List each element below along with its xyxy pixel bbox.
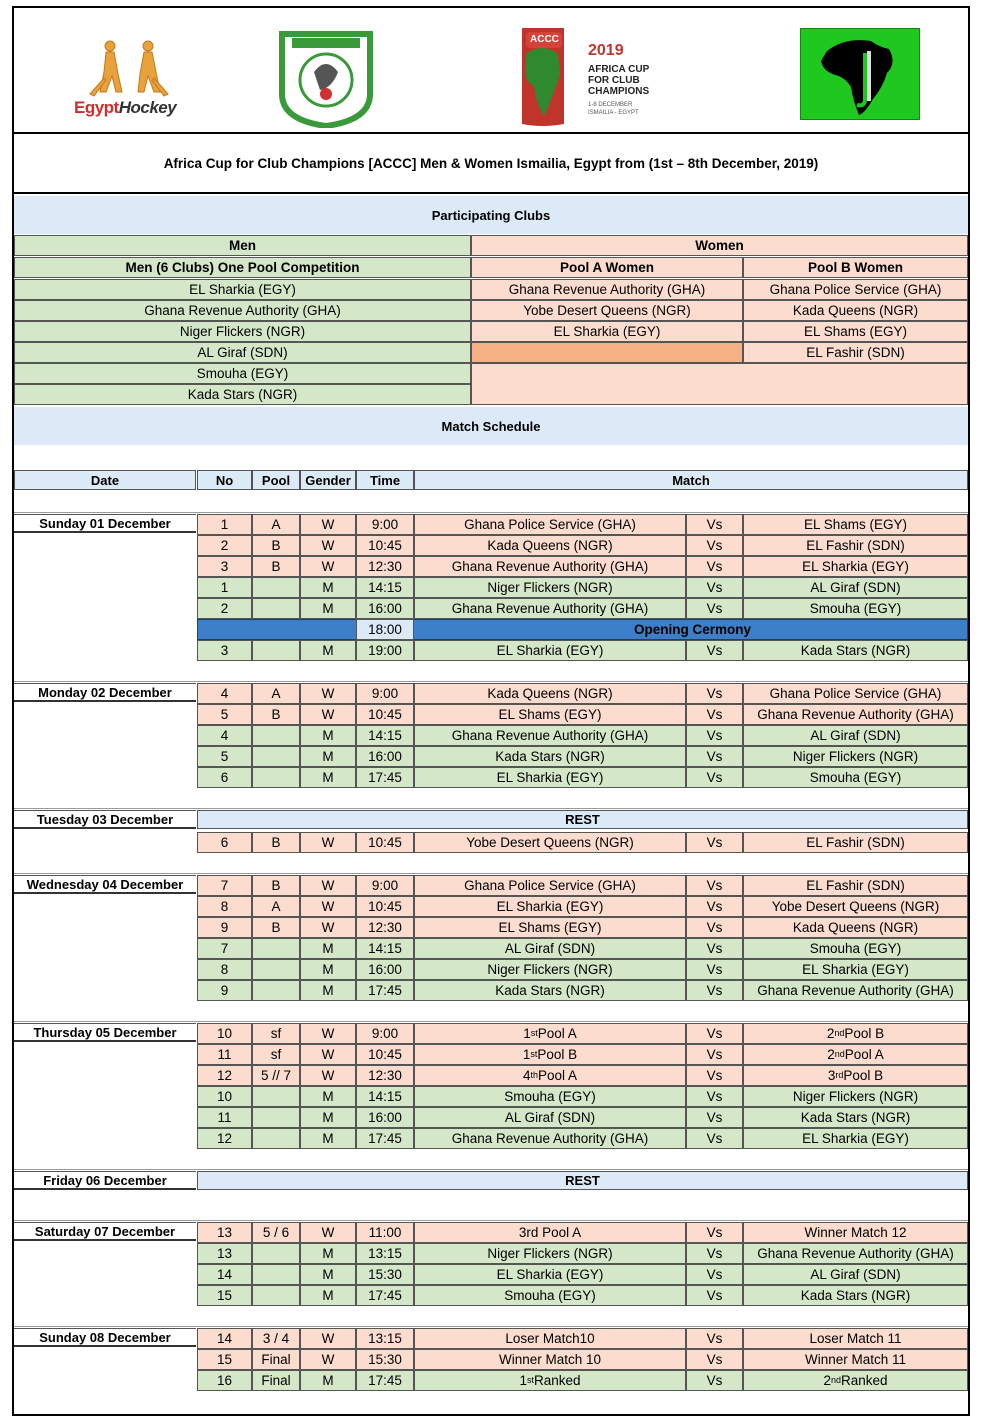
match-pool: B: [252, 875, 300, 896]
match-time: 11:00: [356, 1222, 414, 1243]
match-schedule-heading: Match Schedule: [14, 407, 968, 445]
versus-label: Vs: [686, 1086, 743, 1107]
men-club: Kada Stars (NGR): [14, 384, 471, 405]
match-gender: M: [300, 746, 356, 767]
match-no: 10: [197, 1023, 252, 1044]
away-team: Kada Stars (NGR): [743, 1285, 968, 1306]
match-pool: B: [252, 535, 300, 556]
match-time: 13:15: [356, 1243, 414, 1264]
col-time: Time: [356, 470, 414, 490]
men-club: AL Giraf (SDN): [14, 342, 471, 363]
away-team: EL Sharkia (EGY): [743, 556, 968, 577]
match-no: 11: [197, 1044, 252, 1065]
match-time: 12:30: [356, 556, 414, 577]
home-team: AL Giraf (SDN): [414, 1107, 686, 1128]
away-team: EL Fashir (SDN): [743, 832, 968, 853]
away-team: Kada Stars (NGR): [743, 1107, 968, 1128]
away-team: EL Shams (EGY): [743, 514, 968, 535]
match-time: 17:45: [356, 1128, 414, 1149]
away-team: Kada Stars (NGR): [743, 640, 968, 661]
versus-label: Vs: [686, 746, 743, 767]
match-time: 16:00: [356, 746, 414, 767]
versus-label: Vs: [686, 577, 743, 598]
match-no: 8: [197, 896, 252, 917]
match-pool: Final: [252, 1370, 300, 1391]
accc-city: ISMAILIA - EGYPT: [588, 110, 639, 116]
versus-label: Vs: [686, 1285, 743, 1306]
day-label: Saturday 07 December: [14, 1222, 196, 1241]
match-gender: M: [300, 1107, 356, 1128]
match-no: 15: [197, 1285, 252, 1306]
match-pool: [252, 577, 300, 598]
match-gender: M: [300, 938, 356, 959]
match-no: 2: [197, 535, 252, 556]
versus-label: Vs: [686, 896, 743, 917]
match-pool: [252, 1086, 300, 1107]
opening-ceremony-label: Opening Cermony: [634, 622, 752, 637]
accc-dates: 1-8 DECEMBER: [588, 102, 633, 108]
match-gender: M: [300, 725, 356, 746]
match-time: 17:45: [356, 1285, 414, 1306]
home-team: Ghana Police Service (GHA): [414, 875, 686, 896]
accc-line1: AFRICA CUP: [588, 64, 650, 75]
match-pool: B: [252, 917, 300, 938]
versus-label: Vs: [686, 875, 743, 896]
match-pool: [252, 725, 300, 746]
match-no: 4: [197, 725, 252, 746]
away-team: Smouha (EGY): [743, 598, 968, 619]
match-no: 7: [197, 938, 252, 959]
match-no: 16: [197, 1370, 252, 1391]
match-gender: M: [300, 767, 356, 788]
match-pool: [252, 1128, 300, 1149]
accc-line3: CHAMPIONS: [588, 86, 650, 97]
day-separator: [14, 681, 968, 682]
match-pool: B: [252, 556, 300, 577]
match-gender: W: [300, 832, 356, 853]
match-gender: W: [300, 1065, 356, 1086]
match-time: 15:30: [356, 1264, 414, 1285]
accc-2019-logo: [512, 24, 662, 128]
pool-b-club: Ghana Police Service (GHA): [743, 279, 968, 300]
match-gender: M: [300, 1086, 356, 1107]
col-date: Date: [14, 470, 196, 490]
page-title: Africa Cup for Club Champions [ACCC] Men & Women Ismailia, Egypt from (1st – 8th December, 2019): [12, 134, 970, 194]
match-no: 4: [197, 683, 252, 704]
versus-label: Vs: [686, 917, 743, 938]
pool-a-club: Ghana Revenue Authority (GHA): [471, 279, 743, 300]
match-pool: Final: [252, 1349, 300, 1370]
match-pool: B: [252, 704, 300, 725]
match-pool: [252, 746, 300, 767]
home-team: 1 $^{st}$ Pool B: [414, 1044, 686, 1065]
away-team: 2 $^{nd}$ Pool A: [743, 1044, 968, 1065]
match-time: 15:30: [356, 1349, 414, 1370]
versus-label: Vs: [686, 1222, 743, 1243]
home-team: Winner Match 10: [414, 1349, 686, 1370]
match-pool: 5 // 7: [252, 1065, 300, 1086]
match-no: 12: [197, 1128, 252, 1149]
match-no: 14: [197, 1328, 252, 1349]
match-gender: W: [300, 875, 356, 896]
women-empty-area: [471, 363, 968, 405]
match-pool: [252, 959, 300, 980]
women-heading: Women: [471, 235, 968, 256]
match-gender: W: [300, 514, 356, 535]
match-no: 1: [197, 514, 252, 535]
match-pool: [252, 640, 300, 661]
versus-label: Vs: [686, 535, 743, 556]
pool-a-club: Yobe Desert Queens (NGR): [471, 300, 743, 321]
home-team: Kada Stars (NGR): [414, 980, 686, 1001]
home-team: EL Shams (EGY): [414, 917, 686, 938]
versus-label: Vs: [686, 598, 743, 619]
match-gender: M: [300, 1370, 356, 1391]
match-pool: sf: [252, 1044, 300, 1065]
away-team: 3 $^{rd}$ Pool B: [743, 1065, 968, 1086]
match-no: 5: [197, 704, 252, 725]
day-separator: [14, 873, 968, 874]
match-gender: W: [300, 1023, 356, 1044]
day-label: Sunday 08 December: [14, 1328, 196, 1347]
match-gender: M: [300, 1128, 356, 1149]
match-pool: [252, 1107, 300, 1128]
col-match: Match: [414, 470, 968, 490]
match-time: 12:30: [356, 917, 414, 938]
away-team: Ghana Revenue Authority (GHA): [743, 980, 968, 1001]
away-team: EL Fashir (SDN): [743, 875, 968, 896]
match-no: 12: [197, 1065, 252, 1086]
match-pool: [252, 1264, 300, 1285]
match-time: 17:45: [356, 1370, 414, 1391]
match-gender: W: [300, 704, 356, 725]
match-no: 9: [197, 917, 252, 938]
away-team: Ghana Revenue Authority (GHA): [743, 704, 968, 725]
match-gender: W: [300, 556, 356, 577]
versus-label: Vs: [686, 1243, 743, 1264]
men-club: Smouha (EGY): [14, 363, 471, 384]
match-gender: W: [300, 683, 356, 704]
match-time: 9:00: [356, 1023, 414, 1044]
match-pool: 5 / 6: [252, 1222, 300, 1243]
match-no: 11: [197, 1107, 252, 1128]
versus-label: Vs: [686, 725, 743, 746]
versus-label: Vs: [686, 514, 743, 535]
match-pool: A: [252, 514, 300, 535]
home-team: EL Sharkia (EGY): [414, 640, 686, 661]
home-team: Niger Flickers (NGR): [414, 959, 686, 980]
match-no: 10: [197, 1086, 252, 1107]
versus-label: Vs: [686, 959, 743, 980]
match-no: 9: [197, 980, 252, 1001]
match-gender: W: [300, 535, 356, 556]
men-club: Niger Flickers (NGR): [14, 321, 471, 342]
match-pool: [252, 1285, 300, 1306]
match-time: 9:00: [356, 683, 414, 704]
home-team: Kada Stars (NGR): [414, 746, 686, 767]
match-time: 10:45: [356, 535, 414, 556]
match-no: 8: [197, 959, 252, 980]
match-pool: [252, 980, 300, 1001]
match-gender: M: [300, 1264, 356, 1285]
match-gender: W: [300, 1044, 356, 1065]
match-gender: W: [300, 917, 356, 938]
match-time: 17:45: [356, 767, 414, 788]
match-gender: M: [300, 980, 356, 1001]
home-team: AL Giraf (SDN): [414, 938, 686, 959]
versus-label: Vs: [686, 1128, 743, 1149]
match-pool: 3 / 4: [252, 1328, 300, 1349]
day-separator: [14, 808, 968, 809]
match-no: 14: [197, 1264, 252, 1285]
sharkia-club-logo: [274, 28, 378, 128]
versus-label: Vs: [686, 1328, 743, 1349]
home-team: EL Sharkia (EGY): [414, 1264, 686, 1285]
versus-label: Vs: [686, 980, 743, 1001]
away-team: 2 $^{nd}$ Ranked: [743, 1370, 968, 1391]
match-no: 2: [197, 598, 252, 619]
match-pool: A: [252, 896, 300, 917]
away-team: Niger Flickers (NGR): [743, 746, 968, 767]
match-pool: [252, 767, 300, 788]
match-time: 14:15: [356, 938, 414, 959]
day-separator: [14, 1169, 968, 1170]
away-team: EL Fashir (SDN): [743, 535, 968, 556]
col-pool: Pool: [252, 470, 300, 490]
pool-b-club: EL Fashir (SDN): [743, 342, 968, 363]
match-gender: M: [300, 959, 356, 980]
match-gender: W: [300, 1328, 356, 1349]
versus-label: Vs: [686, 1065, 743, 1086]
home-team: 4 $^{th}$ Pool A: [414, 1065, 686, 1086]
match-pool: B: [252, 832, 300, 853]
home-team: Kada Queens (NGR): [414, 535, 686, 556]
home-team: Ghana Revenue Authority (GHA): [414, 1128, 686, 1149]
pool-a-empty-slot: [471, 342, 743, 363]
day-label: Thursday 05 December: [14, 1023, 196, 1042]
ceremony-bar: [197, 619, 968, 640]
home-team: Smouha (EGY): [414, 1285, 686, 1306]
men-subheading: Men (6 Clubs) One Pool Competition: [14, 257, 471, 278]
home-team: Ghana Revenue Authority (GHA): [414, 598, 686, 619]
home-team: EL Shams (EGY): [414, 704, 686, 725]
versus-label: Vs: [686, 938, 743, 959]
versus-label: Vs: [686, 1023, 743, 1044]
versus-label: Vs: [686, 704, 743, 725]
away-team: Smouha (EGY): [743, 938, 968, 959]
match-gender: M: [300, 1285, 356, 1306]
match-time: 16:00: [356, 959, 414, 980]
match-no: 3: [197, 556, 252, 577]
pool-b-club: EL Shams (EGY): [743, 321, 968, 342]
away-team: Ghana Police Service (GHA): [743, 683, 968, 704]
away-team: Yobe Desert Queens (NGR): [743, 896, 968, 917]
match-time: 14:15: [356, 577, 414, 598]
home-team: EL Sharkia (EGY): [414, 896, 686, 917]
match-time: 10:45: [356, 1044, 414, 1065]
home-team: Kada Queens (NGR): [414, 683, 686, 704]
match-no: 13: [197, 1243, 252, 1264]
logo-banner: [12, 6, 970, 134]
match-time: 17:45: [356, 980, 414, 1001]
home-team: Smouha (EGY): [414, 1086, 686, 1107]
home-team: 1 $^{st}$ Pool A: [414, 1023, 686, 1044]
away-team: Kada Queens (NGR): [743, 917, 968, 938]
pool-a-heading: Pool A Women: [471, 257, 743, 278]
men-club: EL Sharkia (EGY): [14, 279, 471, 300]
day-separator: [14, 512, 968, 513]
match-no: 6: [197, 832, 252, 853]
rest-banner: REST: [197, 1171, 968, 1190]
versus-label: Vs: [686, 556, 743, 577]
match-pool: sf: [252, 1023, 300, 1044]
versus-label: Vs: [686, 683, 743, 704]
rest-banner: REST: [197, 810, 968, 829]
home-team: Niger Flickers (NGR): [414, 577, 686, 598]
accc-line2: FOR CLUB: [588, 75, 640, 86]
match-no: 3: [197, 640, 252, 661]
home-team: Niger Flickers (NGR): [414, 1243, 686, 1264]
match-no: 7: [197, 875, 252, 896]
day-label: Friday 06 December: [14, 1171, 196, 1190]
match-gender: W: [300, 896, 356, 917]
match-no: 5: [197, 746, 252, 767]
home-team: Loser Match10: [414, 1328, 686, 1349]
col-gender: Gender: [300, 470, 356, 490]
participating-clubs-heading: Participating Clubs: [14, 196, 968, 234]
match-no: 6: [197, 767, 252, 788]
day-separator: [14, 1220, 968, 1221]
match-pool: [252, 1243, 300, 1264]
accc-year: 2019: [588, 42, 624, 59]
col-no: No: [197, 470, 252, 490]
versus-label: Vs: [686, 1044, 743, 1065]
match-time: 10:45: [356, 832, 414, 853]
match-time: 16:00: [356, 598, 414, 619]
match-time: 9:00: [356, 875, 414, 896]
match-time: 14:15: [356, 1086, 414, 1107]
match-gender: W: [300, 1349, 356, 1370]
day-label: Tuesday 03 December: [14, 810, 196, 829]
versus-label: Vs: [686, 1349, 743, 1370]
away-team: Niger Flickers (NGR): [743, 1086, 968, 1107]
match-no: 15: [197, 1349, 252, 1370]
home-team: 3rd Pool A: [414, 1222, 686, 1243]
match-no: 1: [197, 577, 252, 598]
away-team: Ghana Revenue Authority (GHA): [743, 1243, 968, 1264]
day-separator: [14, 1021, 968, 1022]
men-club: Ghana Revenue Authority (GHA): [14, 300, 471, 321]
away-team: Winner Match 11: [743, 1349, 968, 1370]
match-gender: M: [300, 577, 356, 598]
versus-label: Vs: [686, 640, 743, 661]
match-time: 16:00: [356, 1107, 414, 1128]
home-team: Yobe Desert Queens (NGR): [414, 832, 686, 853]
ceremony-time: 18:00: [356, 619, 414, 640]
away-team: AL Giraf (SDN): [743, 577, 968, 598]
match-time: 9:00: [356, 514, 414, 535]
versus-label: Vs: [686, 1370, 743, 1391]
home-team: Ghana Revenue Authority (GHA): [414, 556, 686, 577]
away-team: AL Giraf (SDN): [743, 1264, 968, 1285]
day-label: Sunday 01 December: [14, 514, 196, 533]
away-team: EL Sharkia (EGY): [743, 1128, 968, 1149]
egypt-hockey-logo: [70, 34, 190, 124]
accc-badge-label: ACCC: [530, 34, 559, 45]
match-gender: M: [300, 640, 356, 661]
versus-label: Vs: [686, 1107, 743, 1128]
men-heading: Men: [14, 235, 471, 256]
pool-a-club: EL Sharkia (EGY): [471, 321, 743, 342]
pool-b-club: Kada Queens (NGR): [743, 300, 968, 321]
away-team: Loser Match 11: [743, 1328, 968, 1349]
match-time: 13:15: [356, 1328, 414, 1349]
match-time: 10:45: [356, 704, 414, 725]
home-team: EL Sharkia (EGY): [414, 767, 686, 788]
versus-label: Vs: [686, 767, 743, 788]
match-time: 14:15: [356, 725, 414, 746]
away-team: Winner Match 12: [743, 1222, 968, 1243]
day-separator: [14, 1326, 968, 1327]
day-label: Monday 02 December: [14, 683, 196, 702]
away-team: Smouha (EGY): [743, 767, 968, 788]
away-team: 2 $^{nd}$ Pool B: [743, 1023, 968, 1044]
match-gender: W: [300, 1222, 356, 1243]
egypt-hockey-wordmark: EgyptHockey: [74, 98, 177, 117]
match-pool: [252, 598, 300, 619]
day-label: Wednesday 04 December: [14, 875, 196, 894]
match-pool: [252, 938, 300, 959]
match-time: 12:30: [356, 1065, 414, 1086]
match-pool: A: [252, 683, 300, 704]
away-team: AL Giraf (SDN): [743, 725, 968, 746]
home-team: Ghana Revenue Authority (GHA): [414, 725, 686, 746]
match-time: 10:45: [356, 896, 414, 917]
match-no: 13: [197, 1222, 252, 1243]
home-team: 1 $^{st}$ Ranked: [414, 1370, 686, 1391]
versus-label: Vs: [686, 832, 743, 853]
match-time: 19:00: [356, 640, 414, 661]
african-hockey-logo: [800, 28, 920, 120]
home-team: Ghana Police Service (GHA): [414, 514, 686, 535]
match-gender: M: [300, 598, 356, 619]
versus-label: Vs: [686, 1264, 743, 1285]
away-team: EL Sharkia (EGY): [743, 959, 968, 980]
pool-b-heading: Pool B Women: [743, 257, 968, 278]
match-gender: M: [300, 1243, 356, 1264]
